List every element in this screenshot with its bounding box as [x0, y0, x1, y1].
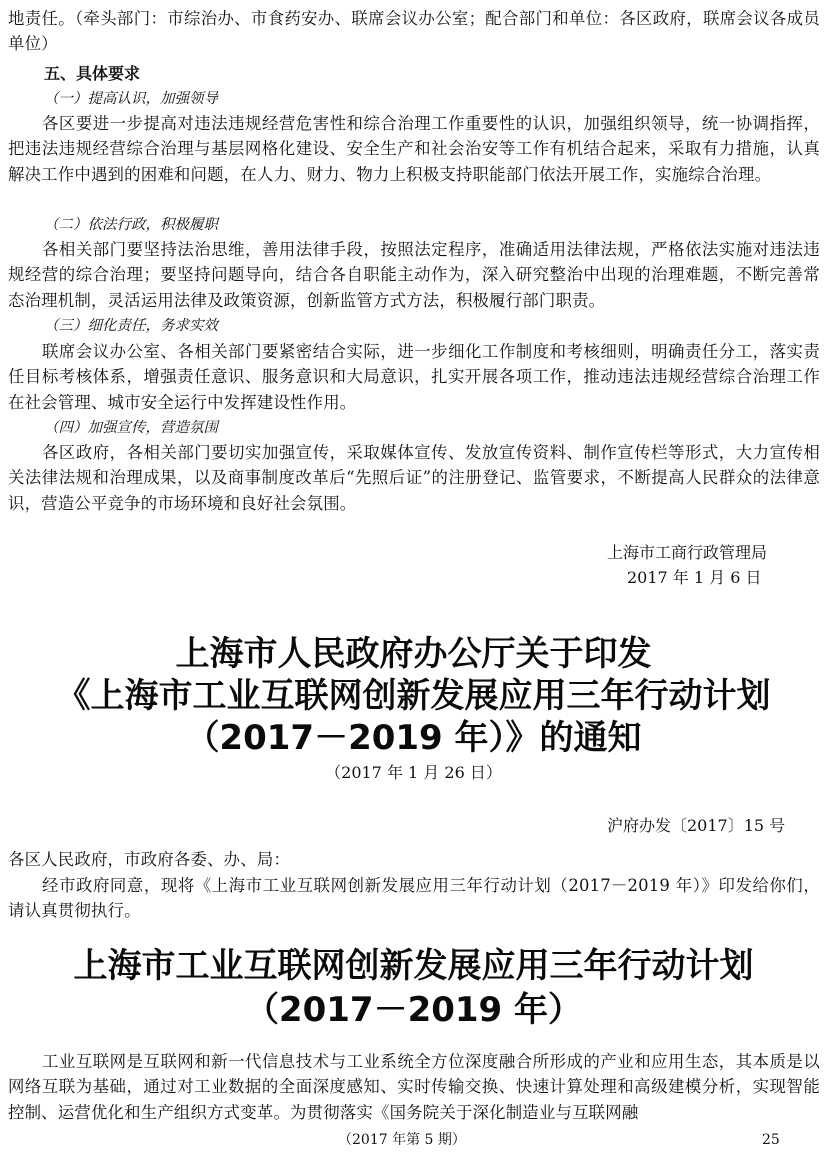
- plan-title-line-1: 上海市工业互联网创新发展应用三年行动计划: [73, 946, 754, 986]
- document-number: 沪府办发〔2017〕15 号: [607, 816, 786, 835]
- addressee: 各区人民政府，市政府各委、办、局：: [8, 850, 291, 869]
- notice-body: 经市政府同意，现将《上海市工业互联网创新发展应用三年行动计划（2017－2019 年）》印发给你们，请认真贯彻执行。: [8, 876, 820, 921]
- notice-date: （2017 年 1 月 26 日）: [325, 763, 502, 782]
- signature-organization: 上海市工商行政管理局: [607, 543, 768, 562]
- page-number: 25: [762, 1132, 780, 1148]
- subsection-body-4: 各区政府，各相关部门要切实加强宣传，采取媒体宣传、发放宣传资料、制作宣传栏等形式，大力宣传相关法律法规和治理成果，以及商事制度改革后“先照后证”的注册登记、监管要求，不断提高人民群众的法律意识，营造公平竞争的市场环境和良好社会氛围。: [8, 443, 820, 513]
- section-heading: 五、具体要求: [44, 64, 141, 83]
- subsection-heading-3: （三）细化责任，务求实效: [44, 318, 218, 334]
- lead-paragraph: 地责任。（牵头部门：市综治办、市食药安办、联席会议办公室；配合部门和单位：各区政府，联席会议各成员单位）: [8, 9, 820, 54]
- notice-title-line-1: 上海市人民政府办公厅关于印发: [175, 634, 652, 674]
- subsection-heading-4: （四）加强宣传，营造氛围: [44, 420, 218, 436]
- issue-footer: （2017 年第 5 期）: [338, 1132, 466, 1148]
- subsection-heading-1: （一）提高认识，加强领导: [44, 91, 218, 107]
- subsection-body-1: 各区要进一步提高对违法违规经营危害性和综合治理工作重要性的认识，加强组织领导，统一协调指挥，把违法违规经营综合治理与基层网格化建设、安全生产和社会治安等工作有机结合起来，采取有力措施，认真解决工作中遇到的困难和问题，在人力、财力、物力上积极支持职能部门依法开展工作，实施综合治理。: [8, 114, 820, 184]
- plan-intro-paragraph: 工业互联网是互联网和新一代信息技术与工业系统全方位深度融合所形成的产业和应用生态，其本质是以网络互联为基础，通过对工业数据的全面深度感知、实时传输交换、快速计算处理和高级建模分析，实现智能控制、运营优化和生产组织方式变革。为贯彻落实《国务院关于深化制造业与互联网融: [8, 1052, 820, 1122]
- subsection-body-2: 各相关部门要坚持法治思维，善用法律手段，按照法定程序，准确适用法律法规，严格依法实施对违法违规经营的综合治理；要坚持问题导向，结合各自职能主动作为，深入研究整治中出现的治理难题，不断完善常态治理机制，灵活运用法律及政策资源，创新监管方式方法，积极履行部门职责。: [8, 240, 820, 310]
- plan-title-line-2: （2017－2019 年）: [244, 990, 583, 1030]
- notice-title-line-2: 《上海市工业互联网创新发展应用三年行动计划: [56, 676, 771, 716]
- signature-date: 2017 年 1 月 6 日: [627, 568, 762, 587]
- subsection-heading-2: （二）依法行政，积极履职: [44, 217, 218, 233]
- subsection-body-3: 联席会议办公室、各相关部门要紧密结合实际，进一步细化工作制度和考核细则，明确责任分工，落实责任目标考核体系，增强责任意识、服务意识和大局意识，扎实开展各项工作，推动违法违规经营综合治理工作在社会管理、城市安全运行中发挥建设性作用。: [8, 342, 820, 412]
- notice-title-line-3: （2017－2019 年）》的通知: [185, 718, 642, 758]
